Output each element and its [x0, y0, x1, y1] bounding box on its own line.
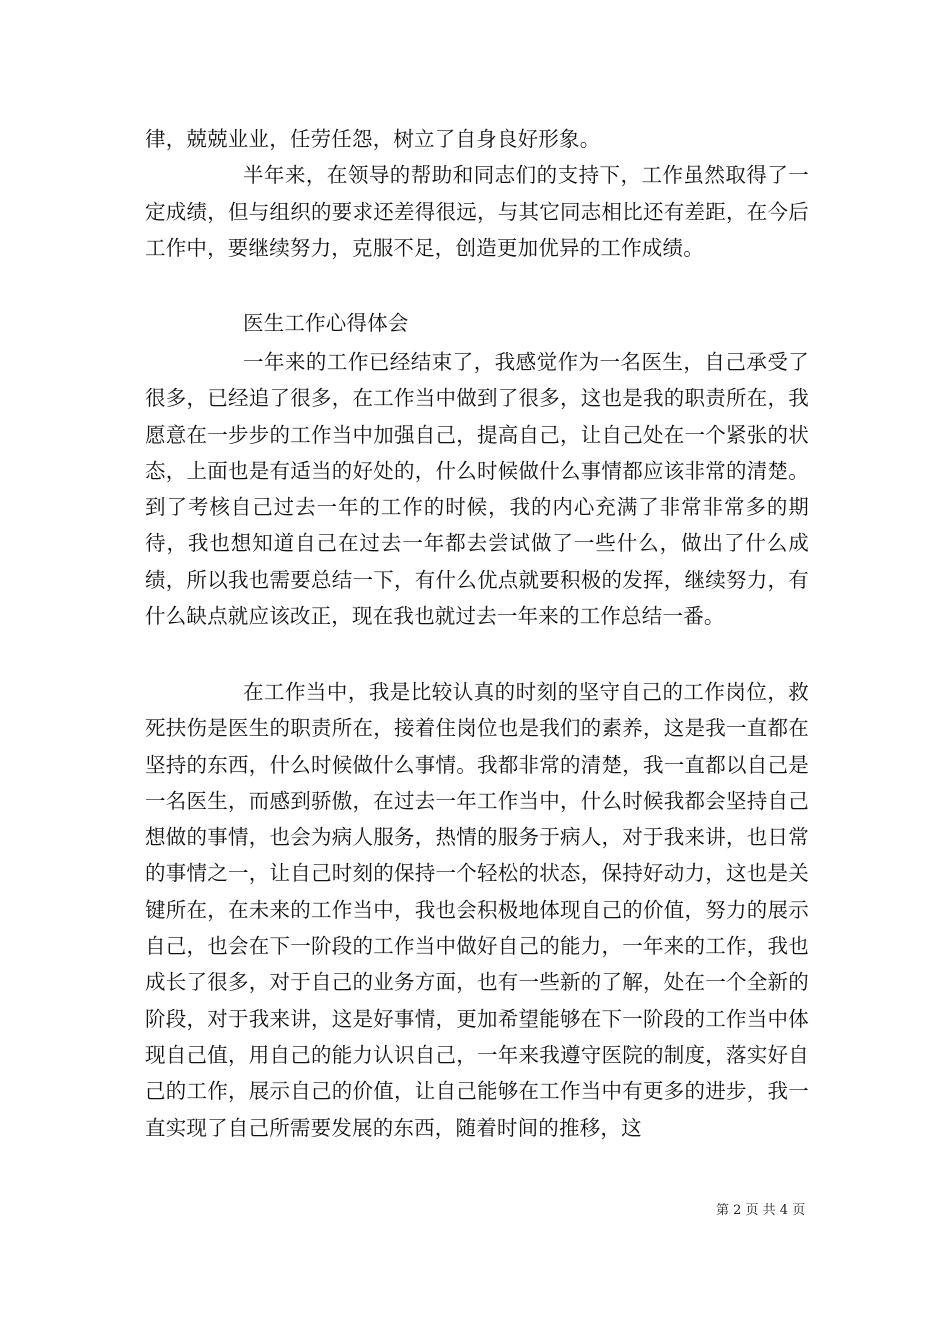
paragraph-work-attitude: 在工作当中，我是比较认真的时刻的坚守自己的工作岗位，救死扶伤是医生的职责所在，接着住岗位也是我们的素养，这是我一直都在坚持的东西，什么时候做什么事情。我都非常的清楚，我一直都以自己是一名医生，而感到骄傲，在过去一年工作当中，什么时候我都会坚持自己想做的事情，也会为病人服务，热情的服务于病人，对于我来讲，也日常的事情之一，让自己时刻的保持一个轻松的状态，保持好动力，这也是关键所在，在未来的工作当中，我也会积极地体现自己的价值，努力的展示自己，也会在下一阶段的工作当中做好自己的能力，一年来的工作，我也成长了很多，对于自己的业务方面，也有一些新的了解，处在一个全新的阶段，对于我来讲，这是好事情，更加希望能够在下一阶段的工作当中体现自己值，用自己的能力认识自己，一年来我遵守医院的制度，落实好自己的工作，展示自己的价值，让自己能够在工作当中有更多的进步，我一直实现了自己所需要发展的东西，随着时间的推移，这 [145, 680, 809, 1140]
paragraph-work-attitude-block [145, 674, 809, 1146]
page-number-footer: 第 2 页 共 4 页 [716, 1203, 806, 1218]
paragraph-half-year-summary: 半年来，在领导的帮助和同志们的支持下，工作虽然取得了一定成绩，但与组织的要求还差得很远，与其它同志相比还有差距，在今后工作中，要继续努力，克服不足，创造更加优异的工作成绩。 [145, 163, 809, 260]
section-heading: 医生工作心得体会 [243, 311, 409, 335]
heading-block [145, 305, 809, 341]
paragraph-year-review-block [145, 344, 809, 634]
paragraph-year-review: 一年来的工作已经结束了，我感觉作为一名医生，自己承受了很多，已经追了很多，在工作当中做到了很多，这也是我的职责所在，我愿意在一步步的工作当中加强自己，提高自己，让自己处在一个紧张的状态，上面也是有适当的好处的，什么时候做什么事情都应该非常的清楚。到了考核自己过去一年的工作的时候，我的内心充满了非常非常多的期待，我也想知道自己在过去一年都去尝试做了一些什么，做出了什么成绩，所以我也需要总结一下，有什么优点就要积极的发挥，继续努力，有什么缺点就应该改正，现在我也就过去一年来的工作总结一番。 [145, 350, 809, 629]
paragraph-continuation-block [145, 121, 809, 266]
paragraph-continuation: 律，兢兢业业，任劳任怨，树立了自身良好形象。 [145, 127, 601, 151]
